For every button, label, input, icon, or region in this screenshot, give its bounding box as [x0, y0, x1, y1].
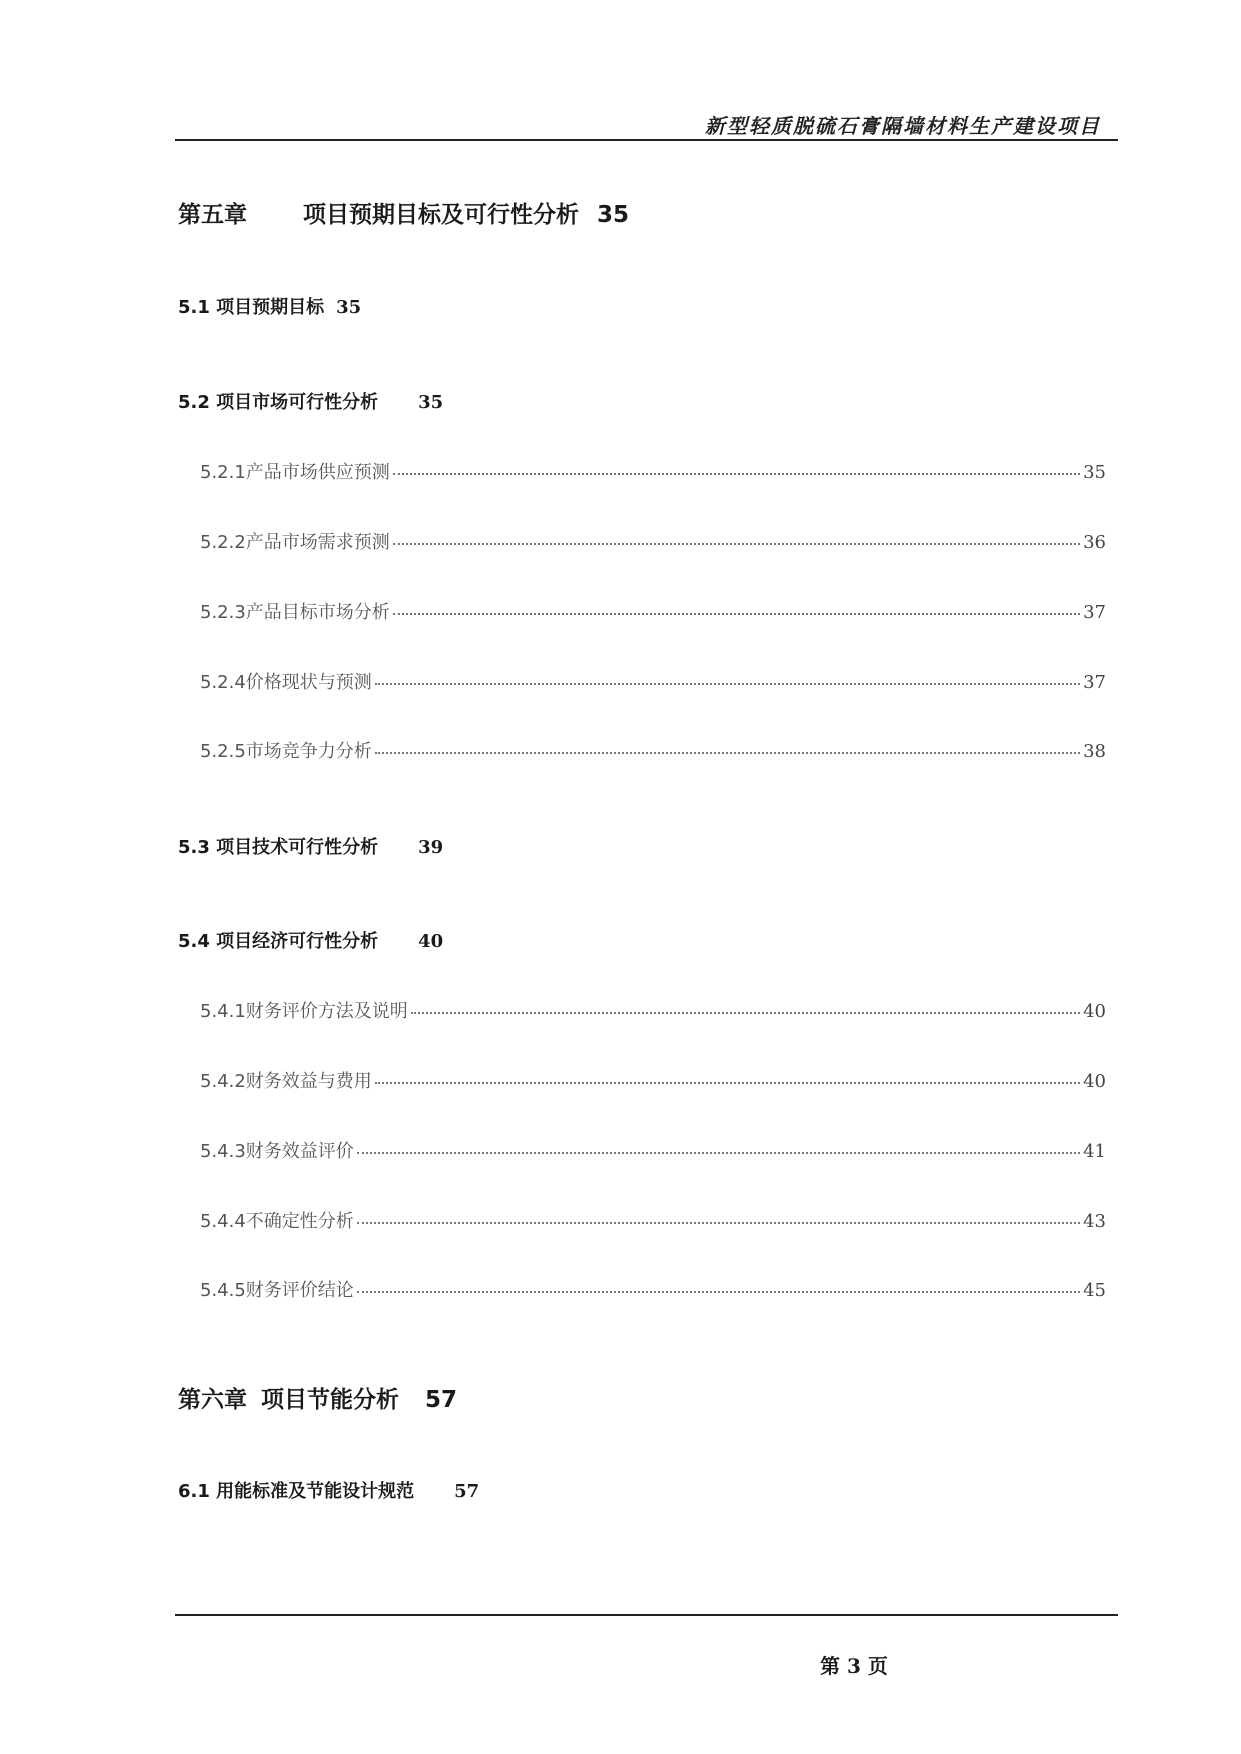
chapter-label: 第五章	[178, 202, 247, 228]
dot-leader	[375, 1082, 1080, 1084]
dot-leader	[357, 1291, 1080, 1293]
section-label: 5.2 项目市场可行性分析	[178, 392, 379, 413]
entry-label: 5.2.2产品市场需求预测	[200, 532, 390, 553]
toc-entry-5-2-2[interactable]	[200, 528, 1106, 554]
section-label: 5.3 项目技术可行性分析	[178, 837, 379, 858]
toc-chapter-5[interactable]	[178, 196, 629, 229]
section-label: 5.4 项目经济可行性分析	[178, 931, 379, 952]
page-ref: 38	[1083, 741, 1106, 762]
toc-section-5-4[interactable]	[178, 927, 443, 953]
page-ref: 37	[1083, 672, 1106, 693]
footer-rule	[175, 1614, 1118, 1616]
toc-entry-5-4-3[interactable]	[200, 1137, 1106, 1163]
dot-leader	[411, 1012, 1080, 1014]
toc-entry-5-2-4[interactable]	[200, 668, 1106, 694]
dot-leader	[393, 473, 1080, 475]
dot-leader	[357, 1222, 1080, 1224]
dot-leader	[375, 752, 1080, 754]
entry-label: 5.2.1产品市场供应预测	[200, 462, 390, 483]
entry-label: 5.4.1财务评价方法及说明	[200, 1001, 408, 1022]
toc-entry-5-2-5[interactable]	[200, 737, 1106, 763]
dot-leader	[393, 613, 1080, 615]
toc-entry-5-4-2[interactable]	[200, 1067, 1106, 1093]
dot-leader	[393, 543, 1080, 545]
page-ref: 40	[1083, 1001, 1106, 1022]
page-ref: 35	[1083, 462, 1106, 483]
toc-section-5-2[interactable]	[178, 388, 443, 414]
entry-label: 5.4.4不确定性分析	[200, 1211, 354, 1232]
chapter-label: 第六章	[178, 1387, 247, 1413]
entry-label: 5.4.2财务效益与费用	[200, 1071, 372, 1092]
toc-entry-5-2-3[interactable]	[200, 598, 1106, 624]
toc-section-5-1[interactable]	[178, 293, 361, 319]
page-ref: 36	[1083, 532, 1106, 553]
header-rule	[175, 139, 1118, 141]
page-ref: 45	[1083, 1280, 1106, 1301]
toc-section-6-1[interactable]	[178, 1477, 479, 1503]
toc-section-5-3[interactable]	[178, 833, 443, 859]
dot-leader	[375, 683, 1080, 685]
section-label: 5.1 项目预期目标	[178, 297, 325, 318]
page-ref: 37	[1083, 602, 1106, 623]
toc-entry-5-4-4[interactable]	[200, 1207, 1106, 1233]
header-title: 新型轻质脱硫石膏隔墙材料生产建设项目	[705, 114, 1101, 138]
page-ref: 57	[454, 1481, 480, 1502]
page-ref: 41	[1083, 1141, 1106, 1162]
dot-leader	[357, 1152, 1080, 1154]
page-ref: 57	[425, 1387, 458, 1413]
section-label: 6.1 用能标准及节能设计规范	[178, 1481, 415, 1502]
page-ref: 35	[336, 297, 362, 318]
chapter-title: 项目预期目标及可行性分析	[303, 202, 580, 228]
entry-label: 5.4.3财务效益评价	[200, 1141, 354, 1162]
toc-entry-5-4-5[interactable]	[200, 1276, 1106, 1302]
toc-chapter-6[interactable]	[178, 1381, 457, 1414]
entry-label: 5.2.3产品目标市场分析	[200, 602, 390, 623]
entry-label: 5.2.5市场竞争力分析	[200, 741, 372, 762]
toc-entry-5-2-1[interactable]	[200, 458, 1106, 484]
entry-label: 5.2.4价格现状与预测	[200, 672, 372, 693]
page-ref: 39	[418, 837, 444, 858]
entry-label: 5.4.5财务评价结论	[200, 1280, 354, 1301]
page-ref: 40	[418, 931, 444, 952]
page-ref: 35	[418, 392, 444, 413]
chapter-title: 项目节能分析	[261, 1387, 400, 1413]
toc-entry-5-4-1[interactable]	[200, 997, 1106, 1023]
page-ref: 43	[1083, 1211, 1106, 1232]
page-ref: 35	[597, 202, 630, 228]
page-number: 第 3 页	[820, 1654, 888, 1678]
page-ref: 40	[1083, 1071, 1106, 1092]
